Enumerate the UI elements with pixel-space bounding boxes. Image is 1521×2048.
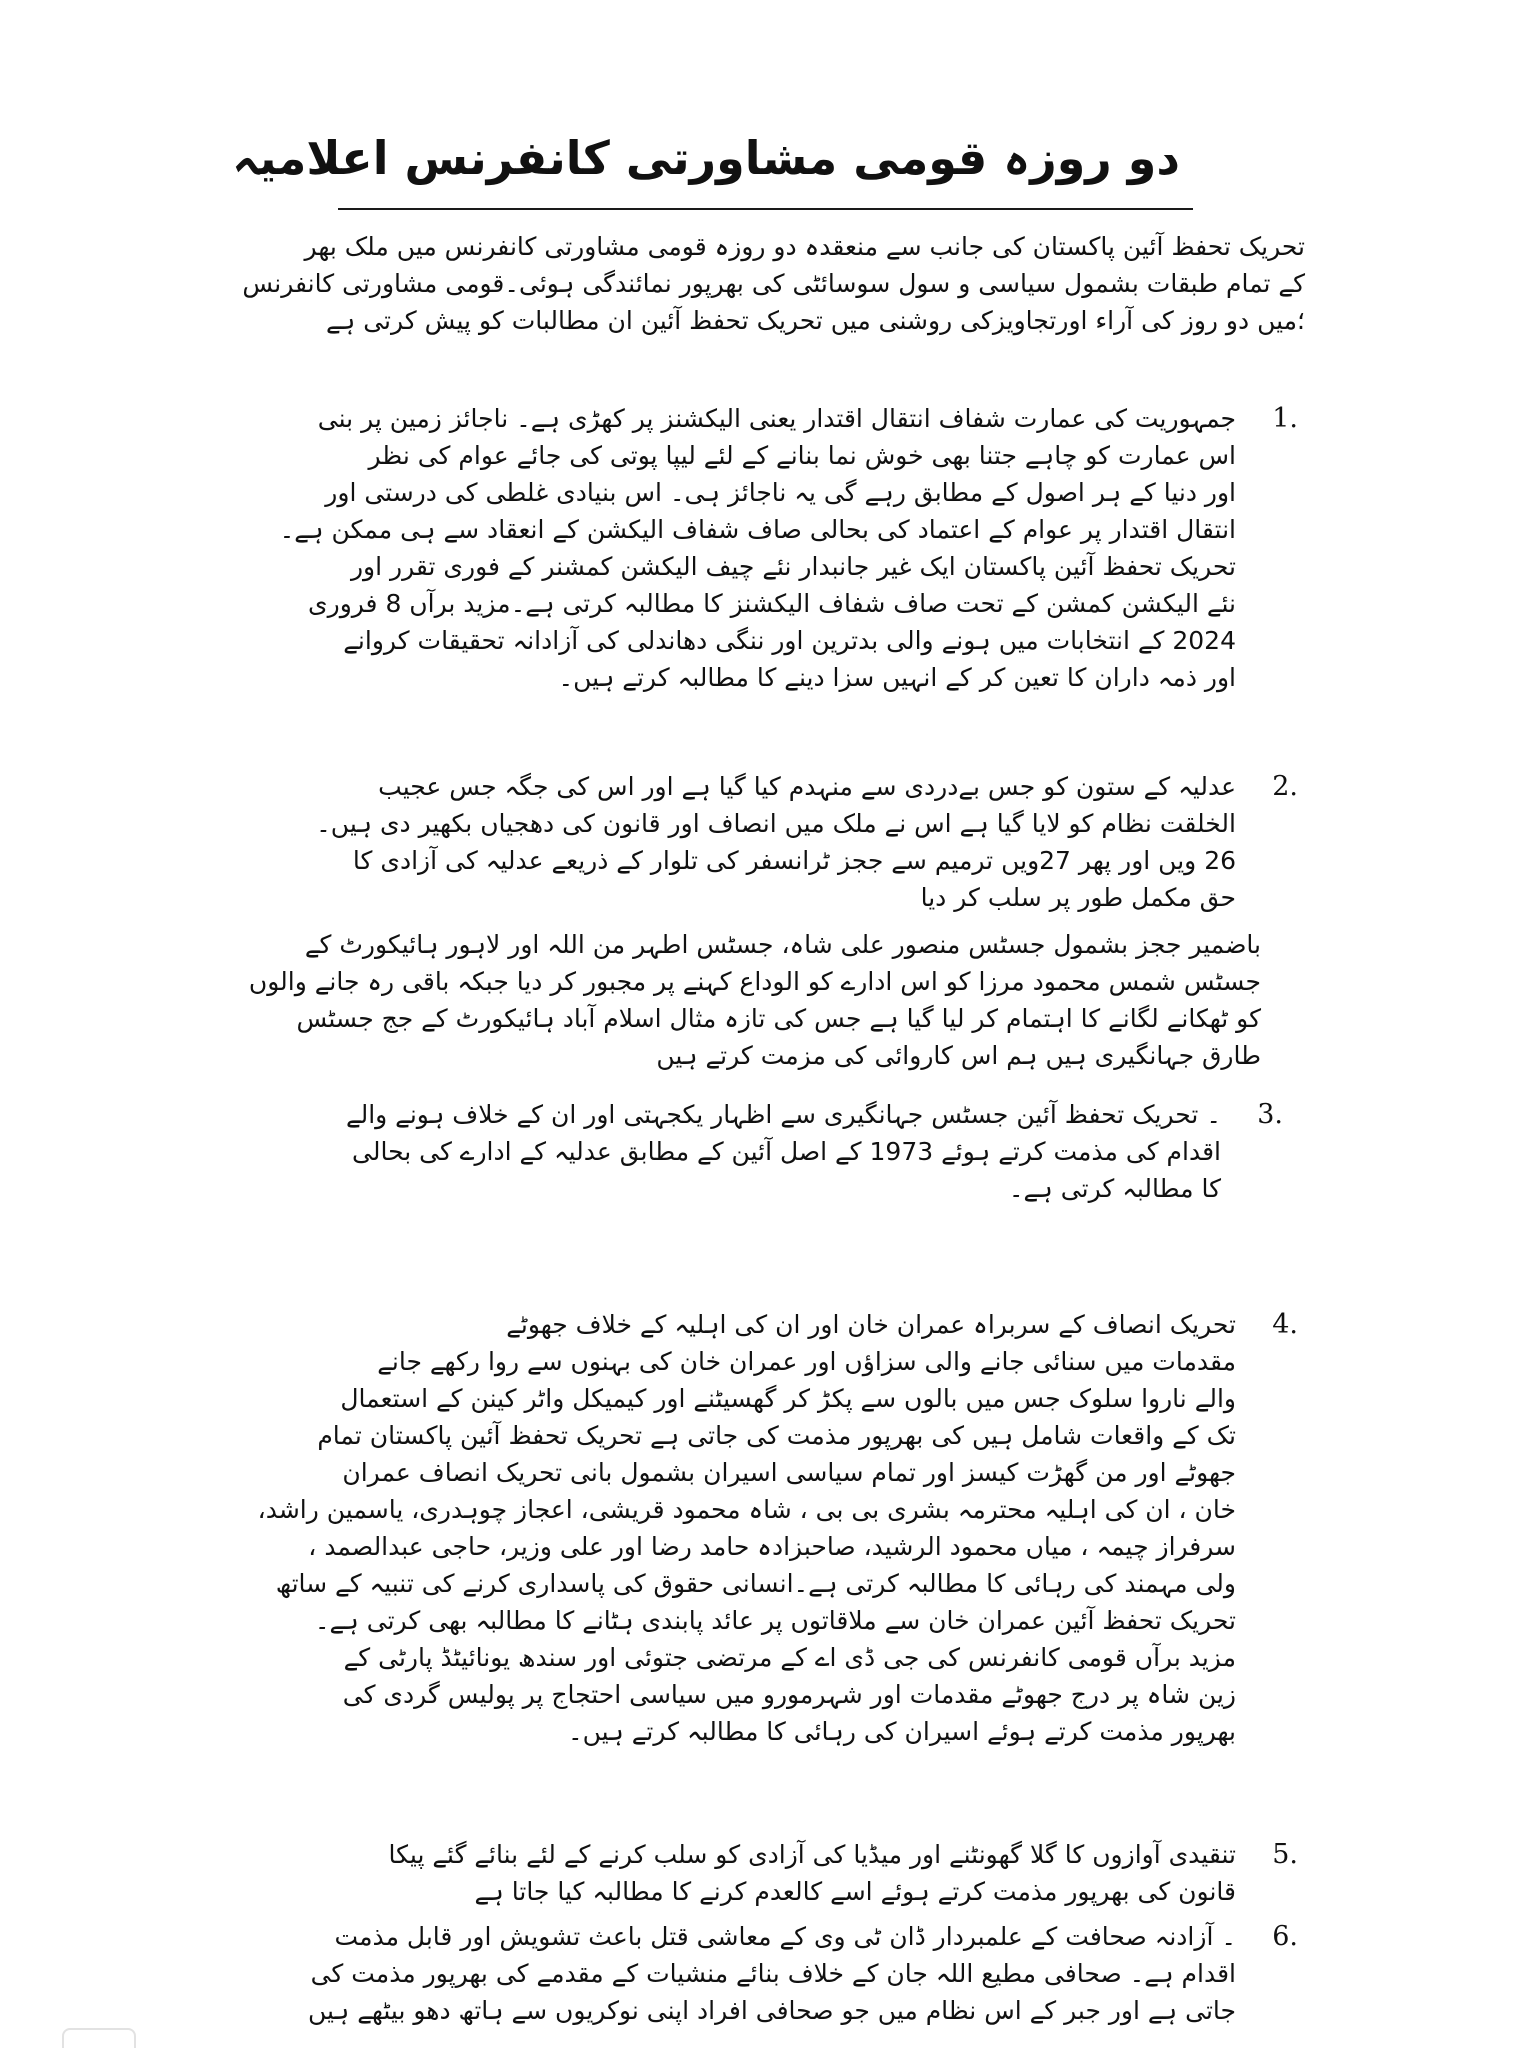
title-underline [338, 208, 1193, 210]
item-line: اور ذمہ داران کا تعین کر کے انہیں سزا دینے کا مطالبہ کرتے ہیں۔ [558, 663, 1236, 692]
item-line: سرفراز چیمہ ، میاں محمود الرشید، صاحبزادہ حامد رضا اور علی وزیر، حاجی عبدالصمد ، [308, 1532, 1236, 1561]
demand-item-1 [176, 400, 1298, 696]
item-line: 2024 کے انتخابات میں ہونے والی بدترین اور ننگی دھاندلی کی آزادانہ تحقیقات کروانے [343, 626, 1236, 655]
item-line: تحریک تحفظ آئین پاکستان ایک غیر جانبدار نئے چیف الیکشن کمشنر کے فوری تقرر اور [350, 552, 1236, 581]
item-line: اقدام کی مذمت کرتے ہوئے 1973 کے اصل آئین کے مطابق عدلیہ کے ادارے کی بحالی [352, 1137, 1221, 1166]
item-line: ولی مہمند کی رہائی کا مطالبہ کرتی ہے۔انسانی حقوق کی پاسداری کرنے کی تنبیہ کے ساتھ [275, 1569, 1236, 1598]
item-line: باضمیر ججز بشمول جسٹس منصور علی شاہ، جسٹس اطہر من اللہ اور لاہور ہائیکورٹ کے [304, 930, 1261, 959]
item-line: اقدام ہے۔ صحافی مطیع اللہ جان کے خلاف بنائے منشیات کے مقدمے کی بھرپور مذمت کی [310, 1959, 1236, 1988]
demand-item-2-continuation [151, 926, 1261, 1074]
item-line: اس عمارت کو چاہے جتنا بھی خوش نما بنانے کے لئے لیپا پوتی کی جائے عوام کی نظر [368, 441, 1236, 470]
item-line: جاتی ہے اور جبر کے اس نظام میں جو صحافی افراد اپنی نوکریوں سے ہاتھ دھو بیٹھے ہیں [308, 1996, 1236, 2025]
demand-item-2 [176, 768, 1298, 916]
item-line: تحریک انصاف کے سربراہ عمران خان اور ان کی اہلیہ کے خلاف جھوٹے [506, 1310, 1236, 1339]
item-number: 3. [1257, 1099, 1283, 1130]
page-title: دو روزہ قومی مشاورتی کانفرنس اعلامیہ [232, 131, 1180, 185]
item-line: تنقیدی آوازوں کا گلا گھونٹنے اور میڈیا کی آزادی کو سلب کرنے کے لئے بنائے گئے پیکا [388, 1840, 1236, 1869]
item-line: جھوٹے اور من گھڑت کیسز اور تمام سیاسی اسیران بشمول بانی تحریک انصاف عمران [342, 1458, 1236, 1487]
item-line: کا مطالبہ کرتی ہے۔ [1008, 1174, 1221, 1203]
item-line: والے ناروا سلوک جس میں بالوں سے پکڑ کر گھسیٹنے اور کیمیکل واٹر کینن کے استعمال [340, 1384, 1236, 1413]
item-line: حق مکمل طور پر سلب کر دیا [920, 883, 1236, 912]
intro-paragraph [210, 228, 1305, 339]
item-line: عدلیہ کے ستون کو جس بےدردی سے منہدم کیا گیا ہے اور اس کی جگہ جس عجیب [378, 772, 1236, 801]
intro-line: تحریک تحفظ آئین پاکستان کی جانب سے منعقدہ دو روزہ قومی مشاورتی کانفرنس میں ملک بھر [304, 232, 1305, 261]
item-line: جسٹس شمس محمود مرزا کو اس ادارے کو الوداع کہنے پر مجبور کر دیا جبکہ باقی رہ جانے والوں [248, 967, 1261, 996]
item-line: تحریک تحفظ آئین عمران خان سے ملاقاتوں پر عائد پابندی ہٹانے کا مطالبہ بھی کرتی ہے۔ [314, 1606, 1236, 1635]
item-line: 26 ویں اور پھر 27ویں ترمیم سے ججز ٹرانسفر کی تلوار کے ذریعے عدلیہ کی آزادی کا [352, 846, 1236, 875]
item-line: مزید برآں قومی کانفرنس کی جی ڈی اے کے مرتضی جتوئی اور سندھ یونائیٹڈ پارٹی کے [343, 1643, 1236, 1672]
item-line: الخلقت نظام کو لایا گیا ہے اس نے ملک میں انصاف اور قانون کی دھجیاں بکھیر دی ہیں۔ [316, 809, 1236, 838]
item-line: زین شاہ پر درج جھوٹے مقدمات اور شہرمورو میں سیاسی احتجاج پر پولیس گردی کی [342, 1680, 1236, 1709]
item-number: 5. [1272, 1839, 1298, 1870]
item-line: خان ، ان کی اہلیہ محترمہ بشری بی بی ، شاہ محمود قریشی، اعجاز چوہدری، یاسمین راشد، [257, 1495, 1236, 1524]
item-number: 6. [1272, 1921, 1298, 1952]
item-line: نئے الیکشن کمشن کے تحت صاف شفاف الیکشنز کا مطالبہ کرتی ہے۔مزید برآں 8 فروری [308, 589, 1236, 618]
item-line: انتقال اقتدار پر عوام کے اعتماد کی بحالی صاف شفاف الیکشن کے انعقاد سے ہی ممکن ہے۔ [279, 515, 1236, 544]
item-line: اور دنیا کے ہر اصول کے مطابق رہے گی یہ ناجائز ہی۔ اس بنیادی غلطی کی درستی اور [325, 478, 1236, 507]
demand-item-4 [136, 1306, 1298, 1750]
item-line: طارق جہانگیری ہیں ہم اس کاروائی کی مزمت کرتے ہیں [656, 1041, 1261, 1070]
item-line: ۔ آزادنہ صحافت کے علمبردار ڈان ٹی وی کے معاشی قتل باعث تشویش اور قابل مذمت [334, 1922, 1236, 1951]
demand-item-5 [146, 1836, 1298, 1910]
item-number: 1. [1272, 403, 1298, 434]
item-number: 2. [1272, 771, 1298, 802]
item-line: مقدمات میں سنائی جانے والی سزاؤں اور عمران خان کی بہنوں سے روا رکھے جانے [377, 1347, 1236, 1376]
item-line: ۔ تحریک تحفظ آئین جسٹس جہانگیری سے اظہار یکجہتی اور ان کے خلاف ہونے والے [345, 1100, 1221, 1129]
item-line: بھرپور مذمت کرتے ہوئے اسیران کی رہائی کا مطالبہ کرتے ہیں۔ [567, 1717, 1236, 1746]
watermark-icon [62, 2028, 136, 2048]
intro-line: ؛میں دو روز کی آراء اورتجاویزکی روشنی میں تحریک تحفظ آئین ان مطالبات کو پیش کرتی ہے [325, 306, 1305, 335]
item-line: قانون کی بھرپور مذمت کرتے ہوئے اسے کالعدم کرنے کا مطالبہ کیا جاتا ہے [474, 1877, 1236, 1906]
demand-item-3 [211, 1096, 1283, 1207]
item-line: کو ٹھکانے لگانے کا اہتمام کر لیا گیا ہے جس کی تازہ مثال اسلام آباد ہائیکورٹ کے جج جسٹس [296, 1004, 1261, 1033]
item-number: 4. [1272, 1309, 1298, 1340]
intro-line: کے تمام طبقات بشمول سیاسی و سول سوسائٹی کی بھرپور نمائندگی ہوئی۔قومی مشاورتی کانفرنس [242, 269, 1305, 298]
demand-item-6 [146, 1918, 1298, 2029]
item-line: جمہوریت کی عمارت شفاف انتقال اقتدار یعنی الیکشنز پر کھڑی ہے۔ ناجائز زمین پر بنی [317, 404, 1236, 433]
item-line: تک کے واقعات شامل ہیں کی بھرپور مذمت کی جاتی ہے تحریک تحفظ آئین پاکستان تمام [317, 1421, 1236, 1450]
